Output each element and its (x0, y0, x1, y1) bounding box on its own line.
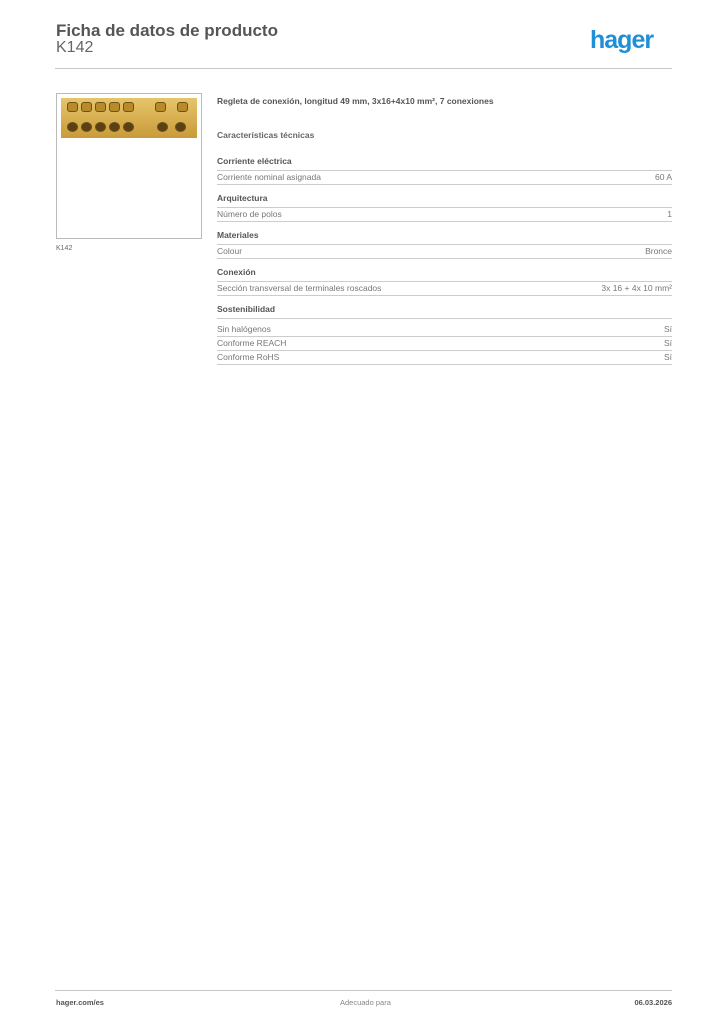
terminal-hole (81, 122, 92, 132)
specs-heading: Características técnicas (217, 130, 315, 140)
screw-head (123, 102, 134, 112)
spec-label: Sin halógenos (217, 324, 271, 334)
spec-value: 3x 16 + 4x 10 mm² (601, 283, 672, 293)
spec-value: Bronce (645, 246, 672, 256)
product-description: Regleta de conexión, longitud 49 mm, 3x16+4x10 mm², 7 conexiones (217, 96, 494, 106)
terminal-hole (157, 122, 168, 132)
spec-section-title: Conexión (217, 267, 672, 282)
spec-row (217, 323, 672, 337)
spec-section (217, 193, 672, 222)
spec-label: Colour (217, 246, 243, 256)
hager-logo: hager (590, 26, 654, 54)
footer-website: hager.com/es (56, 998, 104, 1007)
screw-head (67, 102, 78, 112)
terminal-hole (175, 122, 186, 132)
terminal-hole (109, 122, 120, 132)
spec-label: Conforme REACH (217, 338, 287, 348)
image-caption: K142 (56, 245, 73, 252)
screw-head (155, 102, 166, 112)
spec-section (217, 230, 672, 259)
header-divider (55, 68, 672, 69)
spec-row (217, 171, 672, 185)
spec-label: Número de polos (217, 209, 282, 219)
terminal-hole (95, 122, 106, 132)
spec-label: Sección transversal de terminales roscados (217, 283, 382, 293)
spec-row (217, 337, 672, 351)
spec-value: 60 A (654, 172, 672, 182)
spec-section-title: Sostenibilidad (217, 304, 672, 319)
product-image (56, 93, 202, 239)
page-title: Ficha de datos de producto (56, 21, 278, 40)
spec-section (217, 304, 672, 365)
footer-divider (55, 990, 672, 991)
spec-section (217, 156, 672, 185)
spec-value: 1 (667, 209, 672, 219)
terminal-hole (123, 122, 134, 132)
spec-value: Sí (663, 352, 672, 362)
screw-head (109, 102, 120, 112)
spec-section-title: Arquitectura (217, 193, 672, 208)
screw-head (177, 102, 188, 112)
spec-label: Corriente nominal asignada (217, 172, 321, 182)
footer-date: 06.03.2026 (634, 998, 672, 1007)
product-code: K142 (56, 39, 94, 56)
footer-center-text: Adecuado para (340, 998, 391, 1007)
spec-panel (217, 96, 672, 373)
spec-row (217, 208, 672, 222)
spec-value: Sí (663, 324, 672, 334)
spec-section-title: Materiales (217, 230, 672, 245)
terminal-hole (67, 122, 78, 132)
screw-head (81, 102, 92, 112)
spec-section-title: Corriente eléctrica (217, 156, 672, 171)
terminal-bar-picture (61, 98, 197, 138)
spec-row (217, 282, 672, 296)
spec-row (217, 245, 672, 259)
spec-row (217, 351, 672, 365)
screw-head (95, 102, 106, 112)
spec-section (217, 267, 672, 296)
spec-label: Conforme RoHS (217, 352, 280, 362)
spec-value: Sí (663, 338, 672, 348)
